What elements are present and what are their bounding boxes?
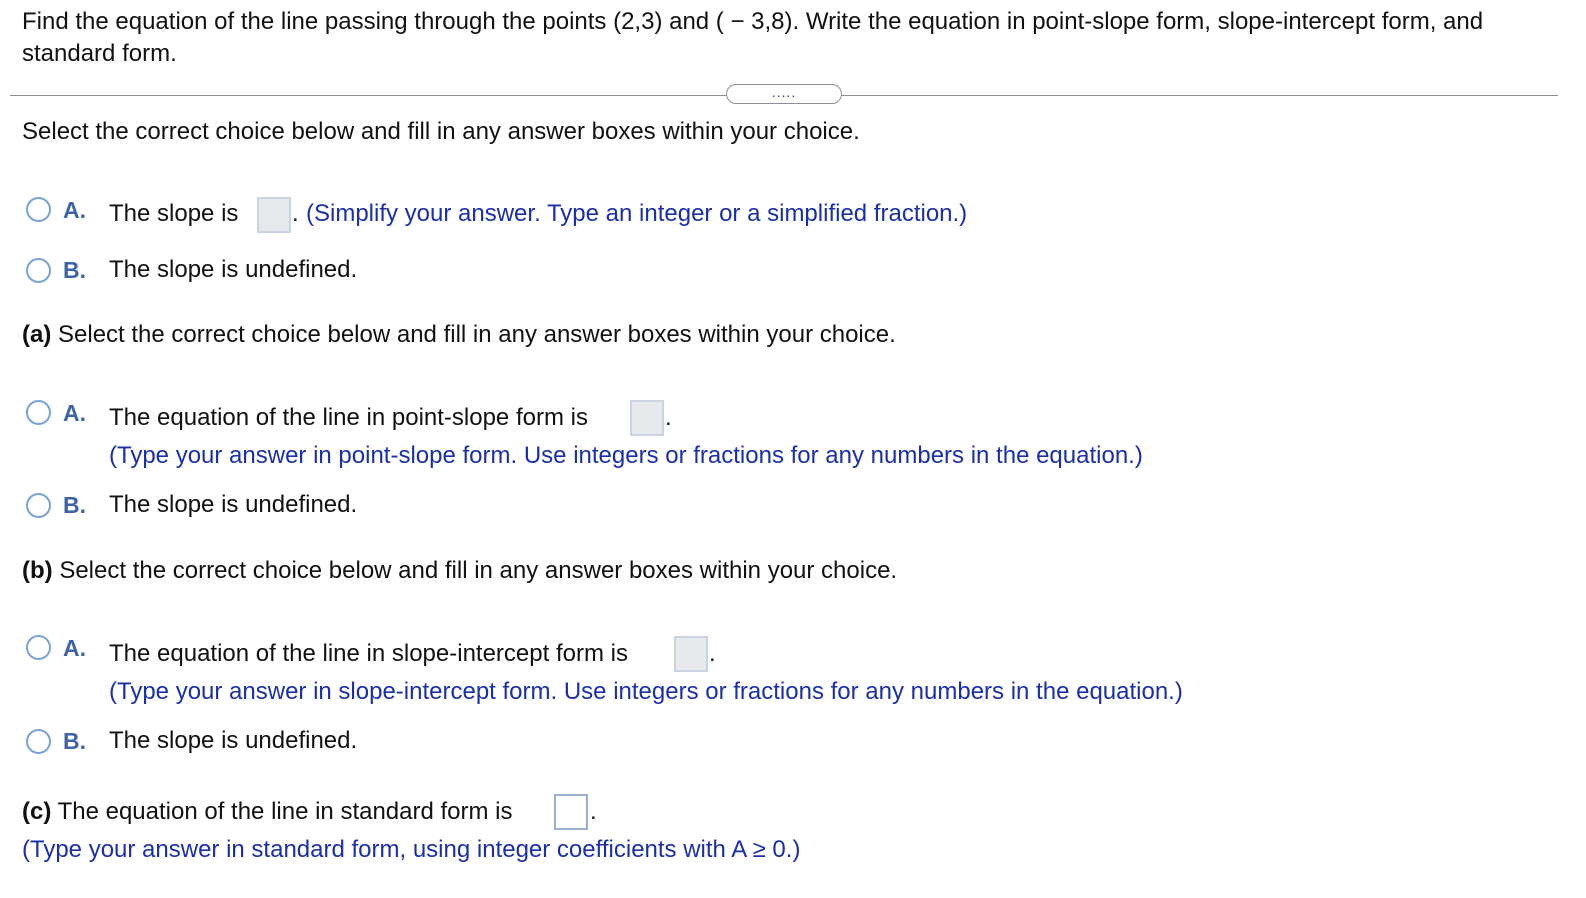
slope-answer-box[interactable] — [257, 197, 291, 233]
part-a-header — [22, 319, 896, 351]
part-c-text: The equation of the line in standard form is — [57, 798, 513, 825]
slope-choice-b-text: The slope is undefined. — [109, 256, 358, 283]
part-b-label: (b) — [22, 557, 53, 584]
slope-choice-a-text: The slope is — [109, 200, 239, 227]
part-c-header — [22, 796, 513, 828]
part-b-header — [22, 555, 897, 587]
slope-intercept-answer-box[interactable] — [674, 636, 708, 672]
slope-choice-a-period: . — [292, 200, 299, 227]
part-a-choice-b-text: The slope is undefined. — [109, 491, 358, 518]
part-b-choice-a-letter: A. — [63, 635, 86, 661]
part-a-label: (a) — [22, 321, 52, 348]
part-c-hint: (Type your answer in standard form, using integer coefficients with A ≥ 0.) — [22, 836, 801, 863]
part-c-label: (c) — [22, 798, 52, 825]
slope-choice-b-radio[interactable] — [26, 258, 51, 283]
part-a-choice-b-radio[interactable] — [26, 493, 51, 518]
slope-choice-a-letter: A. — [63, 197, 86, 223]
part-b-choice-b-text: The slope is undefined. — [109, 727, 358, 754]
part-a-instruction: Select the correct choice below and fill in any answer boxes within your choice. — [58, 321, 896, 348]
part-a-choice-b-letter: B. — [63, 492, 86, 518]
more-button[interactable]: ..... — [726, 84, 842, 104]
part-b-choice-b-radio[interactable] — [26, 729, 51, 754]
part-b-choice-a-radio[interactable] — [26, 635, 51, 660]
point-slope-answer-box[interactable] — [630, 400, 664, 436]
part-b-choice-b-letter: B. — [63, 728, 86, 754]
part-a-choice-a-radio[interactable] — [26, 400, 51, 425]
part-b-instruction: Select the correct choice below and fill in any answer boxes within your choice. — [59, 557, 898, 584]
part-b-choice-a-text: The equation of the line in slope-intercept form is — [109, 640, 628, 667]
part-a-choice-a-text: The equation of the line in point-slope form is — [109, 404, 588, 431]
part-a-choice-a-hint: (Type your answer in point-slope form. Use integers or fractions for any numbers in the equation.) — [109, 442, 1143, 469]
part-c-period: . — [590, 798, 597, 825]
slope-instruction: Select the correct choice below and fill in any answer boxes within your choice. — [22, 118, 860, 145]
part-b-choice-a-period: . — [709, 640, 716, 667]
slope-choice-a-radio[interactable] — [26, 197, 51, 222]
part-b-choice-a-hint: (Type your answer in slope-intercept form. Use integers or fractions for any numbers in the equation.) — [109, 678, 1183, 705]
slope-choice-a-hint: (Simplify your answer. Type an integer or a simplified fraction.) — [306, 200, 968, 227]
slope-choice-b-letter: B. — [63, 257, 86, 283]
question-text: Find the equation of the line passing through the points (2,3) and ( − 3,8). Write the equation in point-slope form, slope-intercept form, and standard form. — [22, 8, 1484, 67]
standard-form-answer-box[interactable] — [554, 794, 588, 830]
part-a-choice-a-period: . — [665, 404, 672, 431]
part-a-choice-a-letter: A. — [63, 400, 86, 426]
